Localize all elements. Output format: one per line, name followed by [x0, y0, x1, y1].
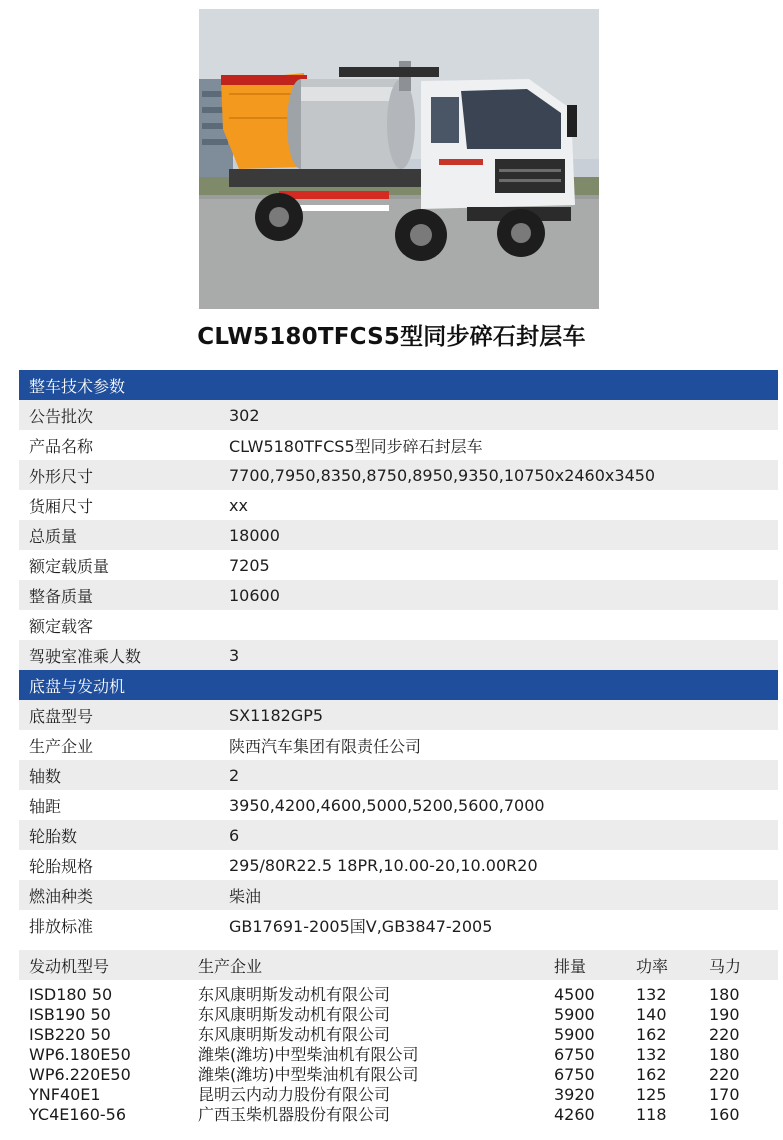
engine-horsepower: 180: [709, 1045, 740, 1064]
spec-value: 10600: [229, 585, 280, 605]
engine-horsepower: 160: [709, 1105, 740, 1124]
column-header: 功率: [636, 956, 669, 976]
engine-model: YC4E160-56: [29, 1105, 127, 1124]
spec-label: 公告批次: [29, 406, 94, 426]
engine-displacement: 5900: [554, 1005, 595, 1024]
engine-maker: 潍柴(潍坊)中型柴油机有限公司: [198, 1045, 419, 1064]
spec-value: 3950,4200,4600,5000,5200,5600,7000: [229, 795, 545, 815]
spec-label: 底盘型号: [29, 706, 94, 726]
spec-value: 18000: [229, 525, 280, 545]
engine-model: ISD180 50: [29, 985, 113, 1004]
spec-label: 总质量: [29, 526, 78, 546]
section-title: 底盘与发动机: [29, 676, 126, 696]
spec-label: 驾驶室准乘人数: [29, 646, 142, 666]
engine-horsepower: 220: [709, 1065, 740, 1084]
spec-row: [19, 430, 778, 460]
spec-value: CLW5180TFCS5型同步碎石封层车: [229, 436, 483, 456]
spec-row: [19, 820, 778, 850]
table-row: [19, 1085, 778, 1105]
table-row: [19, 1065, 778, 1085]
engine-model: ISB190 50: [29, 1005, 111, 1024]
spec-value: 7205: [229, 555, 270, 575]
spec-row: [19, 760, 778, 790]
column-header: 马力: [709, 956, 742, 976]
spec-row: [19, 520, 778, 550]
spec-label: 外形尺寸: [29, 466, 94, 486]
spec-row: [19, 910, 778, 940]
spec-value: 295/80R22.5 18PR,10.00-20,10.00R20: [229, 855, 538, 875]
engine-power: 140: [636, 1005, 667, 1024]
spec-row: [19, 490, 778, 520]
engine-maker: 东风康明斯发动机有限公司: [198, 1005, 391, 1024]
table-row: [19, 1045, 778, 1065]
engine-maker: 潍柴(潍坊)中型柴油机有限公司: [198, 1065, 419, 1084]
engine-displacement: 4500: [554, 985, 595, 1004]
spec-label: 排放标准: [29, 916, 94, 936]
table-row: [19, 1105, 778, 1125]
spec-row: [19, 550, 778, 580]
spec-row: [19, 460, 778, 490]
table-row: [19, 1005, 778, 1025]
engine-horsepower: 190: [709, 1005, 740, 1024]
spec-value: 7700,7950,8350,8750,8950,9350,10750x2460x3450: [229, 465, 656, 485]
spec-row: [19, 580, 778, 610]
engine-maker: 东风康明斯发动机有限公司: [198, 985, 391, 1004]
engine-table: [19, 950, 778, 1125]
engine-power: 162: [636, 1025, 667, 1044]
engine-maker: 广西玉柴机器股份有限公司: [198, 1105, 391, 1124]
engine-power: 162: [636, 1065, 667, 1084]
spec-row: [19, 700, 778, 730]
spec-value: SX1182GP5: [229, 705, 324, 725]
engine-power: 132: [636, 985, 667, 1004]
spec-table: [19, 370, 778, 940]
spec-row: [19, 400, 778, 430]
spec-value: 3: [229, 645, 240, 665]
engine-displacement: 3920: [554, 1085, 595, 1104]
engine-displacement: 6750: [554, 1045, 595, 1064]
spec-row: [19, 790, 778, 820]
page-title: CLW5180TFCS5型同步碎石封层车: [197, 324, 586, 350]
table-row: [19, 985, 778, 1005]
engine-model: YNF40E1: [29, 1085, 101, 1104]
spec-value: 2: [229, 765, 240, 785]
column-header: 发动机型号: [29, 956, 110, 976]
engine-horsepower: 220: [709, 1025, 740, 1044]
engine-model: WP6.180E50: [29, 1045, 131, 1064]
spec-label: 轮胎规格: [29, 856, 94, 876]
spec-value: 柴油: [229, 886, 262, 906]
engine-table-body: [19, 980, 778, 1125]
spec-row: [19, 880, 778, 910]
spec-value: xx: [229, 495, 248, 515]
engine-horsepower: 170: [709, 1085, 740, 1104]
engine-horsepower: 180: [709, 985, 740, 1004]
vehicle-photo: [199, 9, 599, 309]
spec-row: [19, 610, 778, 640]
engine-power: 132: [636, 1045, 667, 1064]
engine-model: ISB220 50: [29, 1025, 111, 1044]
section-title: 整车技术参数: [29, 376, 126, 396]
table-row: [19, 1025, 778, 1045]
spec-label: 轮胎数: [29, 826, 78, 846]
spec-label: 燃油种类: [29, 886, 94, 906]
engine-maker: 东风康明斯发动机有限公司: [198, 1025, 391, 1044]
engine-displacement: 4260: [554, 1105, 595, 1124]
spec-label: 额定载客: [29, 616, 94, 636]
spec-label: 额定载质量: [29, 556, 110, 576]
engine-table-header: [19, 950, 778, 980]
spec-label: 生产企业: [29, 736, 94, 756]
section-header-chassis: [19, 670, 778, 700]
spec-label: 产品名称: [29, 436, 94, 456]
spec-row: [19, 640, 778, 670]
spec-row: [19, 850, 778, 880]
engine-power: 118: [636, 1105, 667, 1124]
spec-value: 6: [229, 825, 240, 845]
engine-displacement: 6750: [554, 1065, 595, 1084]
engine-maker: 昆明云内动力股份有限公司: [198, 1085, 391, 1104]
truck-illustration: [199, 9, 599, 309]
spec-label: 整备质量: [29, 586, 94, 606]
spec-value: 302: [229, 405, 260, 425]
spec-row: [19, 730, 778, 760]
section-header-vehicle: [19, 370, 778, 400]
column-header: 排量: [554, 956, 587, 976]
engine-displacement: 5900: [554, 1025, 595, 1044]
spec-label: 轴距: [29, 796, 62, 816]
spec-label: 货厢尺寸: [29, 496, 94, 516]
column-header: 生产企业: [198, 956, 263, 976]
spec-value: 陕西汽车集团有限责任公司: [229, 736, 422, 756]
engine-model: WP6.220E50: [29, 1065, 131, 1084]
spec-value: GB17691-2005国Ⅴ,GB3847-2005: [229, 916, 493, 936]
engine-power: 125: [636, 1085, 667, 1104]
spec-label: 轴数: [29, 766, 62, 786]
